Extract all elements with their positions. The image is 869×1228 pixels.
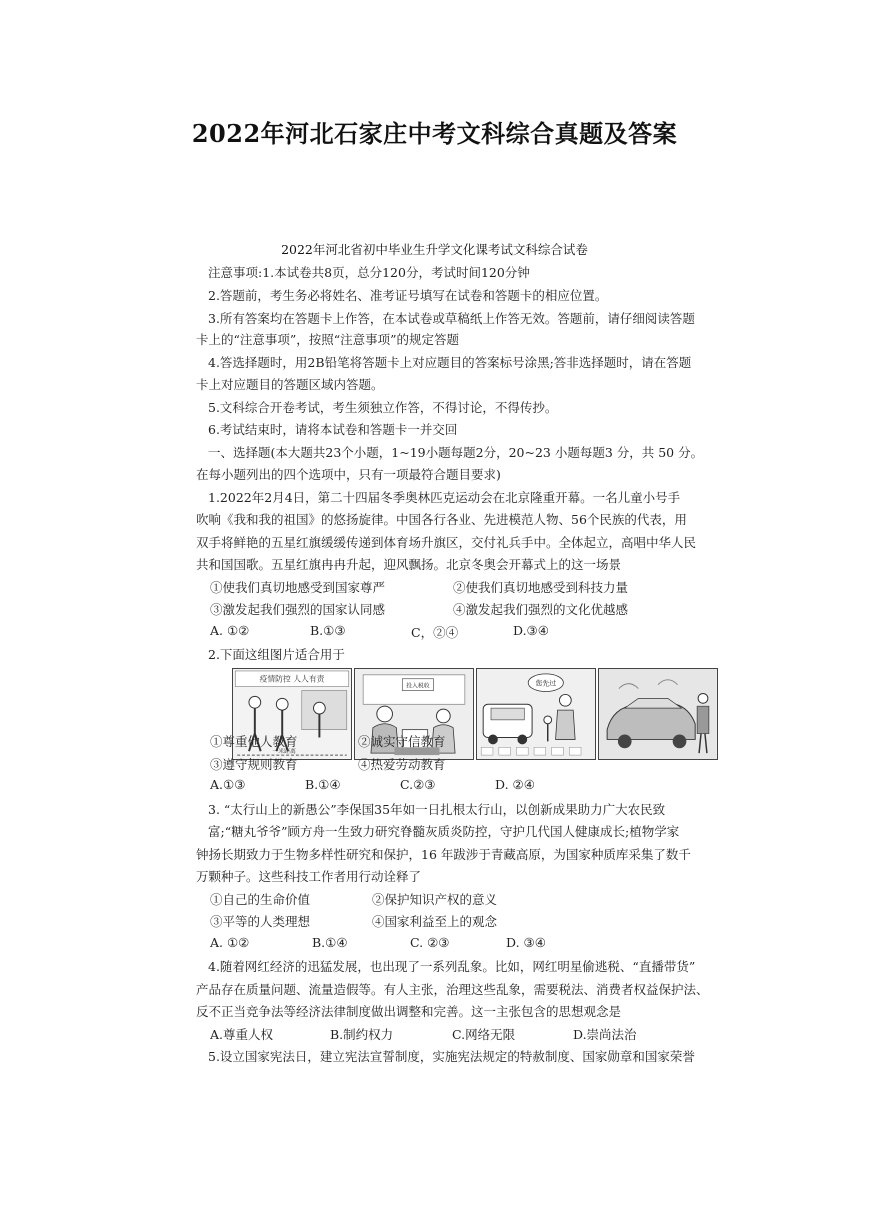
q3-statement-1: ①自己的生命价值 (210, 892, 311, 907)
q4-option-a: A.尊重人权 (210, 1027, 274, 1042)
q3-option-b: B.①④ (312, 935, 348, 950)
q4-option-d: D.崇尚法治 (573, 1027, 637, 1042)
question-3-stem: 钟扬长期致力于生物多样性研究和保护，16 年跋涉于青藏高原，为国家种质库采集了数千 (196, 847, 691, 862)
car-washing-illustration (599, 669, 717, 759)
pic1-banner-text: 疫情防控 人人有责 (259, 674, 325, 684)
pic3-bubble-text: 您先过 (535, 679, 557, 688)
note-line: 5.文科综合开卷考试，考生须独立作答，不得讨论，不得传抄。 (208, 400, 558, 415)
question-3-stem: 万颗种子。这些科技工作者用行动诠释了 (196, 869, 422, 884)
q2-option-b: B.①④ (305, 777, 341, 792)
q2-picture-crosswalk (476, 668, 596, 760)
q2-option-d: D. ②④ (495, 777, 535, 792)
q1-statement-2: ②使我们真切地感受到科技力量 (453, 580, 629, 595)
q3-option-a: A. ①② (210, 935, 250, 950)
question-1-stem: 1.2022年2月4日，第二十四届冬季奥林匹克运动会在北京隆重开幕。一名儿童小号手 (208, 490, 681, 505)
note-line: 卡上对应题目的答题区域内答题。 (196, 377, 384, 392)
q2-statement-4: ④热爱劳动教育 (358, 757, 446, 772)
q1-statement-4: ④激发起我们强烈的文化优越感 (453, 602, 629, 617)
q3-statement-4: ④国家利益至上的观念 (372, 914, 498, 929)
q1-option-d: D.③④ (513, 623, 549, 638)
q3-option-c: C. ②③ (410, 935, 450, 950)
q3-statement-2: ②保护知识产权的意义 (372, 892, 498, 907)
q2-statement-3: ③遵守规则教育 (210, 757, 298, 772)
question-1-stem: 吹响《我和我的祖国》的悠扬旋律。中国各行各业、先进模范人物、56个民族的代表，用 (196, 512, 687, 527)
q4-option-b: B.制约权力 (330, 1027, 394, 1042)
crosswalk-illustration (477, 669, 595, 759)
question-1-stem: 双手将鲜艳的五星红旗缓缓传递到体育场升旗区，交付礼兵手中。全体起立，高唱中华人民 (196, 535, 697, 550)
section-heading: 一、选择题(本大题共23个小题，1~19小题每题2分，20~23 小题每题3 分，共 50 分。 (208, 445, 704, 460)
q1-option-a: A. ①② (210, 623, 250, 638)
question-2-stem: 2.下面这组图片适合用于 (208, 647, 345, 662)
note-line: 2.答题前，考生务必将姓名、准考证号填写在试卷和答题卡的相应位置。 (208, 288, 608, 303)
pic1-floor-text: 一米距离 (272, 749, 296, 756)
question-5-stem: 5.设立国家宪法日，建立宪法宣誓制度，实施宪法规定的特赦制度、国家勋章和国家荣誉 (208, 1049, 695, 1064)
q4-option-c: C.网络无限 (452, 1027, 516, 1042)
q1-option-c: C，②④ (411, 625, 459, 640)
question-3-stem: 富;“糖丸爷爷”顾方舟一生致力研究脊髓灰质炎防控，守护几代国人健康成长;植物学家 (208, 824, 680, 839)
exam-subtitle: 2022年河北省初中毕业生升学文化课考试文科综合试卷 (281, 242, 588, 257)
main-title: 2022年河北石家庄中考文科综合真题及答案 (191, 119, 678, 148)
q3-option-d: D. ③④ (506, 935, 546, 950)
q2-option-c: C.②③ (400, 777, 436, 792)
q1-statement-1: ①使我们真切地感受到国家尊严 (210, 580, 386, 595)
question-4-stem: 4.随着网红经济的迅猛发展，也出现了一系列乱象。比如，网红明星偷逃税、“直播带货” (208, 959, 696, 974)
pic2-sign-text: 投入税收 (406, 683, 430, 690)
question-4-stem: 反不正当竞争法等经济法律制度做出调整和完善。这一主张包含的思想观念是 (196, 1004, 622, 1019)
q1-statement-3: ③激发起我们强烈的国家认同感 (210, 602, 386, 617)
question-3-stem: 3. “太行山上的新愚公”李保国35年如一日扎根太行山，以创新成果助力广大农民致 (208, 802, 666, 817)
note-line: 6.考试结束时，请将本试卷和答题卡一并交回 (208, 422, 458, 437)
question-1-stem: 共和国国歌。五星红旗冉冉升起，迎风飘扬。北京冬奥会开幕式上的这一场景 (196, 557, 622, 572)
q2-statement-2: ②诚实守信教育 (358, 734, 446, 749)
note-line: 注意事项:1.本试卷共8页，总分120分，考试时间120分钟 (208, 265, 530, 280)
question-4-stem: 产品存在质量问题、流量造假等。有人主张，治理这些乱象，需要税法、消费者权益保护法、 (196, 982, 709, 997)
note-line: 3.所有答案均在答题卡上作答，在本试卷或草稿纸上作答无效。答题前，请仔细阅读答题 (208, 311, 695, 326)
q2-option-a: A.①③ (210, 777, 246, 792)
note-line: 卡上的“注意事项”，按照“注意事项”的规定答题 (196, 332, 460, 347)
note-line: 4.答选择题时，用2B铅笔将答题卡上对应题目的答案标号涂黑;答非选择题时，请在答题 (208, 355, 692, 370)
q3-statement-3: ③平等的人类理想 (210, 914, 311, 929)
q1-option-b: B.①③ (310, 623, 346, 638)
q2-picture-strip (232, 668, 718, 760)
q2-statement-1: ①尊重他人教育 (210, 734, 298, 749)
section-heading: 在每小题列出的四个选项中，只有一项最符合题目要求) (196, 467, 501, 482)
q2-picture-car-washing (598, 668, 718, 760)
